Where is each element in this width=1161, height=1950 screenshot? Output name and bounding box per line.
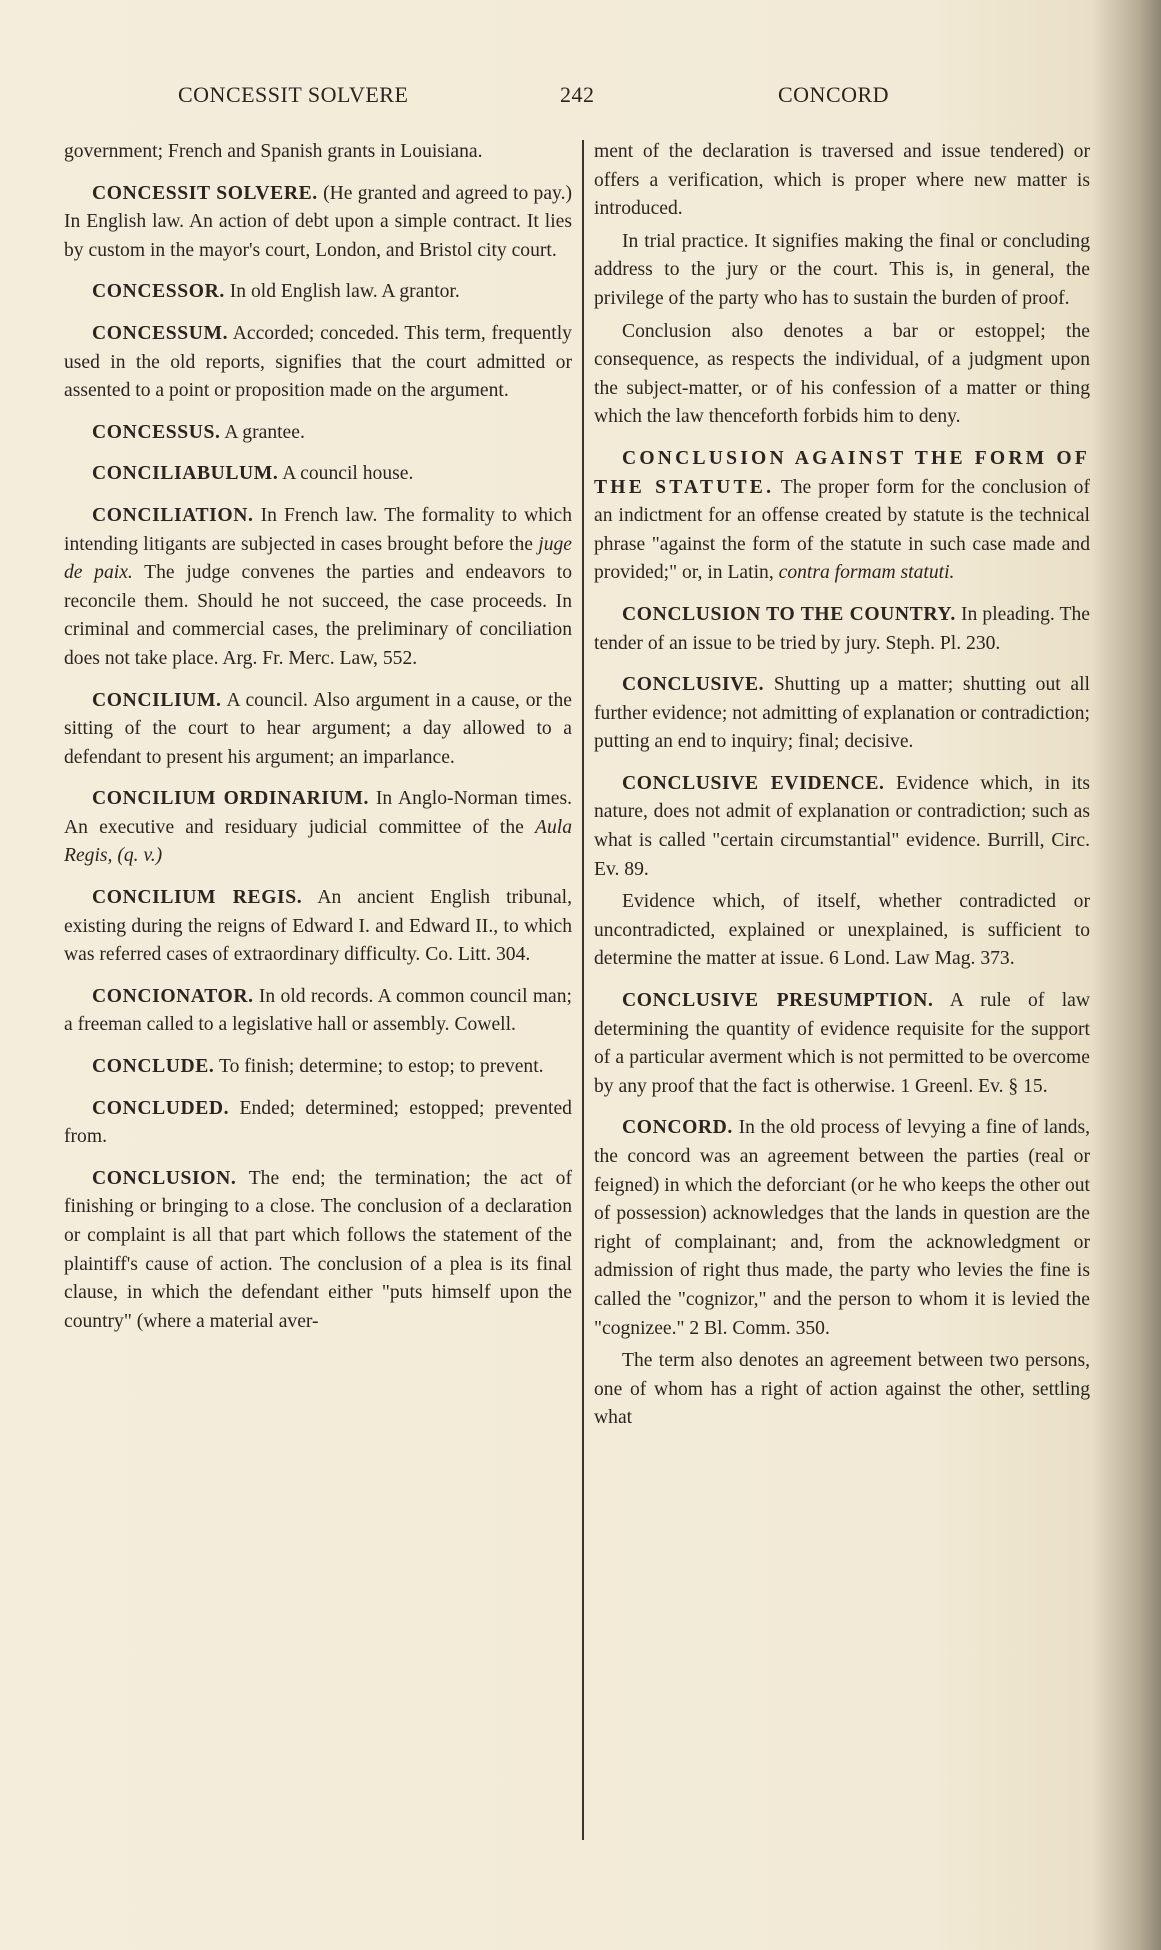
headword: CONCLUSIVE. [622,674,765,696]
entry-text: Shutting up a matter; shutting out all further evidence; not admitting of explanation or contradiction; putting an end to inquiry; final; decisive. [594,674,1090,753]
headword: CONCLUDED. [92,1097,230,1119]
entry-text: In pleading. The tender of an issue to be tried by jury. Steph. Pl. 230. [594,603,1091,654]
entry-conclude [64,1053,572,1082]
headword: CONCLUDE. [92,1056,215,1078]
entry-text: In French law. The formality to which intending litigants are subjected in cases brought before the [64,504,572,555]
left-column [64,138,572,1349]
entry-conciliation [64,502,572,674]
headword: CONCILIABULUM. [92,463,279,485]
entry-conclusive [594,671,1090,757]
entry-text: In old English law. A grantor. [229,281,460,303]
entry-text: Evidence which, of itself, whether contradicted or uncontradicted, explained or unexplained, is sufficient to determine the matter at issue. 6 Lond. Law Mag. 373. [594,891,1090,970]
headword: CONCLUSION AGAINST THE FORM OF THE STATUTE. [594,447,1090,498]
italic-text: contra formam statuti. [778,562,955,584]
entry-conclusive-presumption [594,987,1090,1101]
headword: CONCLUSION TO THE COUNTRY. [622,603,956,625]
entry-concessit-solvere [64,180,572,266]
paragraph [594,318,1090,432]
column-divider [582,140,584,1840]
entry-conciliabulum [64,460,572,489]
entry-text: The judge convenes the parties and endeavors to reconcile them. Should he not succeed, the case proceeds. In criminal and commercial cases, the preliminary of conciliation does not take place. Arg. Fr. Merc. Law, 552. [64,562,573,669]
right-column [594,138,1090,1446]
entry-text: ment of the declaration is traversed and issue tendered) or offers a verification, which is proper where new matter is introduced. [594,141,1090,220]
running-head-left: CONCESSIT SOLVERE [178,82,409,107]
entry-text: government; French and Spanish grants in Louisiana. [64,141,483,162]
entry-text: In the old process of levying a fine of lands, the concord was an agreement between the parties (real or feigned) in which the deforciant (or he who keeps the other out of possession) acknowledges that the lands in question are the right of complainant; and, from the acknowledgment or admission of right thus made, the party who levies the fine is called the "cognizor," and the person to whom it is levied the "cognizee." 2 Bl. Comm. 350. [594,1117,1090,1339]
entry-text: In trial practice. It signifies making the final or concluding address to the jury or the court. This is, in general, the privilege of the party who has to sustain the burden of proof. [594,230,1090,309]
entry-text: A council house. [282,463,414,485]
headword: CONCESSIT SOLVERE. [92,182,318,204]
headword: CONCORD. [622,1117,733,1139]
entry-concilium-regis [64,884,572,970]
entry-concluded [64,1095,572,1152]
paragraph [594,228,1090,314]
paragraph [594,1347,1090,1433]
entry-text: Ended; determined; estopped; prevented from. [64,1097,572,1148]
entry-text: In Anglo-Norman times. An executive and residuary judicial committee of the [64,788,572,838]
headword: CONCILIUM REGIS. [92,887,303,909]
entry-continuation [64,138,572,167]
entry-text: A rule of law determining the quantity of evidence requisite for the support of a particular averment which is not permitted to be overcome by any proof that the fact is otherwise. 1 Greenl. Ev. § 15. [594,990,1090,1097]
entry-conclusion-against-statute [594,445,1090,588]
entry-text: The proper form for the conclusion of an indictment for an offense created by statute is the technical phrase "against the form of the statute in such case made and provided;" or, in Latin, [594,476,1090,584]
headword: CONCESSUS. [92,421,221,443]
entry-text: Conclusion also denotes a bar or estoppel; the consequence, as respects the individual, of a judgment upon the subject-matter, or of his confession of a matter or thing which the law thenceforth forbids him to deny. [594,320,1090,428]
entry-concessor [64,278,572,307]
headword: CONCILIUM ORDINARIUM. [92,788,369,810]
entry-text: A council. Also argument in a cause, or the sitting of the court to hear argument; a day allowed to a defendant to present his argument; an imparlance. [64,689,572,768]
entry-text: (He granted and agreed to pay.) In English law. An action of debt upon a simple contract. It lies by custom in the mayor's court, London, and Bristol city court. [64,182,572,261]
entry-concord [594,1114,1090,1343]
headword: CONCESSOR. [92,281,225,303]
headword: CONCILIUM. [92,689,222,711]
entry-text: Evidence which, in its nature, does not admit of explanation or contradiction; such as what is called "certain circumstantial" evidence. Burrill, Circ. Ev. 89. [594,772,1090,880]
page-number: 242 [560,82,595,107]
entry-concessum [64,320,572,406]
entry-text: To finish; determine; to estop; to prevent. [218,1056,544,1078]
headword: CONCESSUM. [92,322,229,344]
entry-text: Accorded; conceded. This term, frequently used in the old reports, signifies that the court admitted or assented to a point or proposition made on the argument. [64,322,572,402]
entry-concilium-ordinarium [64,785,572,871]
headword: CONCIONATOR. [92,985,254,1007]
entry-text: In old records. A common council man; a freeman called to a legislative hall or assembly. Cowell. [64,985,572,1036]
entry-text: The end; the termination; the act of finishing or bringing to a close. The conclusion of a declaration or complaint is all that part which follows the statement of the plaintiff's cause of action. The conclusion of a plea is its final clause, in which the defendant either "puts himself upon the country" (where a material aver- [64,1167,573,1332]
running-head [60,82,1100,116]
entry-concessus [64,419,572,448]
entry-concionator [64,983,572,1040]
entry-text: An ancient English tribunal, existing during the reigns of Edward I. and Edward II., to which was referred cases of extraordinary difficulty. Co. Litt. 304. [64,887,572,966]
headword: CONCLUSION. [92,1167,237,1189]
entry-text: The term also denotes an agreement between two persons, one of whom has a right of action against the other, settling what [594,1350,1090,1429]
entry-concilium [64,687,572,773]
headword: CONCILIATION. [92,504,254,526]
entry-conclusion-to-country [594,601,1090,658]
running-head-right: CONCORD [778,82,890,107]
entry-continuation [594,138,1090,224]
entry-conclusive-evidence [594,770,1090,884]
italic-text: Aula Regis, (q. v.) [64,816,572,867]
headword: CONCLUSIVE EVIDENCE. [622,772,885,794]
entry-conclusion [64,1165,572,1337]
entry-text: A grantee. [224,421,305,443]
italic-text: juge de paix. [64,533,572,584]
paragraph [594,888,1090,974]
headword: CONCLUSIVE PRESUMPTION. [622,990,934,1012]
